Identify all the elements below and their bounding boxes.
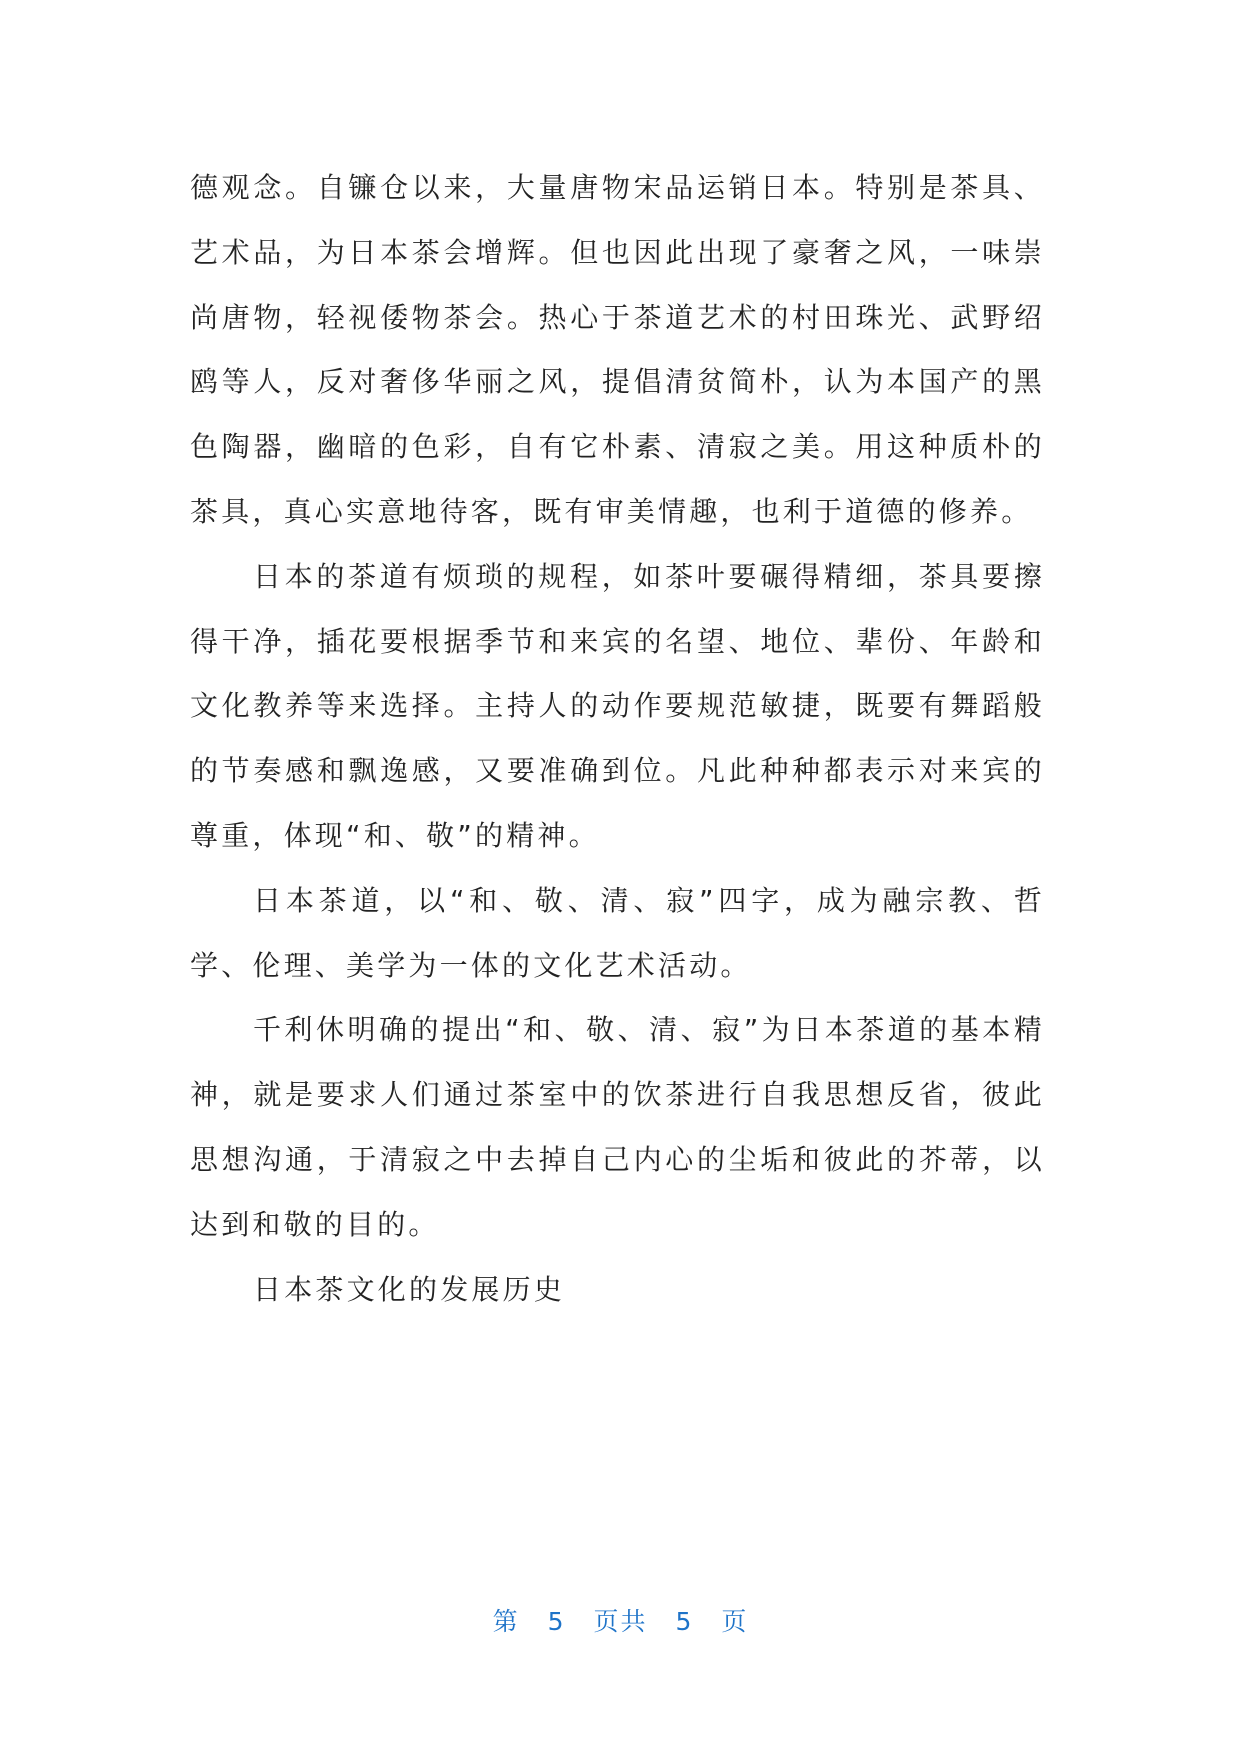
paragraph-2: 日本的茶道有烦琐的规程，如茶叶要碾得精细，茶具要擦得干净，插花要根据季节和来宾的名望、地位、辈份、年龄和文化教养等来选择。主持人的动作要规范敏捷，既要有舞蹈般的节奏感和飘逸感，又要准确到位。凡此种种都表示对来宾的尊重，体现“和、敬”的精神。 — [190, 559, 1045, 852]
footer-middle: 页共 — [593, 1607, 648, 1636]
paragraph-5: 日本茶文化的发展历史 — [253, 1272, 566, 1306]
page-footer — [0, 1602, 1241, 1638]
footer-current-page: 5 — [547, 1607, 566, 1636]
paragraph-1: 德观念。自镰仓以来，大量唐物宋品运销日本。特别是茶具、艺术品，为日本茶会增辉。但也因此出现了豪奢之风，一味崇尚唐物，轻视倭物茶会。热心于茶道艺术的村田珠光、武野绍鸥等人，反对奢侈华丽之风，提倡清贫简朴，认为本国产的黑色陶器，幽暗的色彩，自有它朴素、清寂之美。用这种质朴的茶具，真心实意地待客，既有审美情趣，也利于道德的修养。 — [190, 171, 1045, 528]
body-text — [190, 156, 1045, 1322]
footer-suffix: 页 — [721, 1607, 749, 1636]
footer-prefix: 第 — [492, 1607, 520, 1636]
paragraph-3: 日本茶道，以“和、敬、清、寂”四字，成为融宗教、哲学、伦理、美学为一体的文化艺术活动。 — [190, 883, 1045, 982]
paragraph-4: 千利休明确的提出“和、敬、清、寂”为日本茶道的基本精神，就是要求人们通过茶室中的饮茶进行自我思想反省，彼此思想沟通，于清寂之中去掉自己内心的尘垢和彼此的芥蒂，以达到和敬的目的。 — [190, 1013, 1045, 1241]
footer-total-pages: 5 — [675, 1607, 694, 1636]
